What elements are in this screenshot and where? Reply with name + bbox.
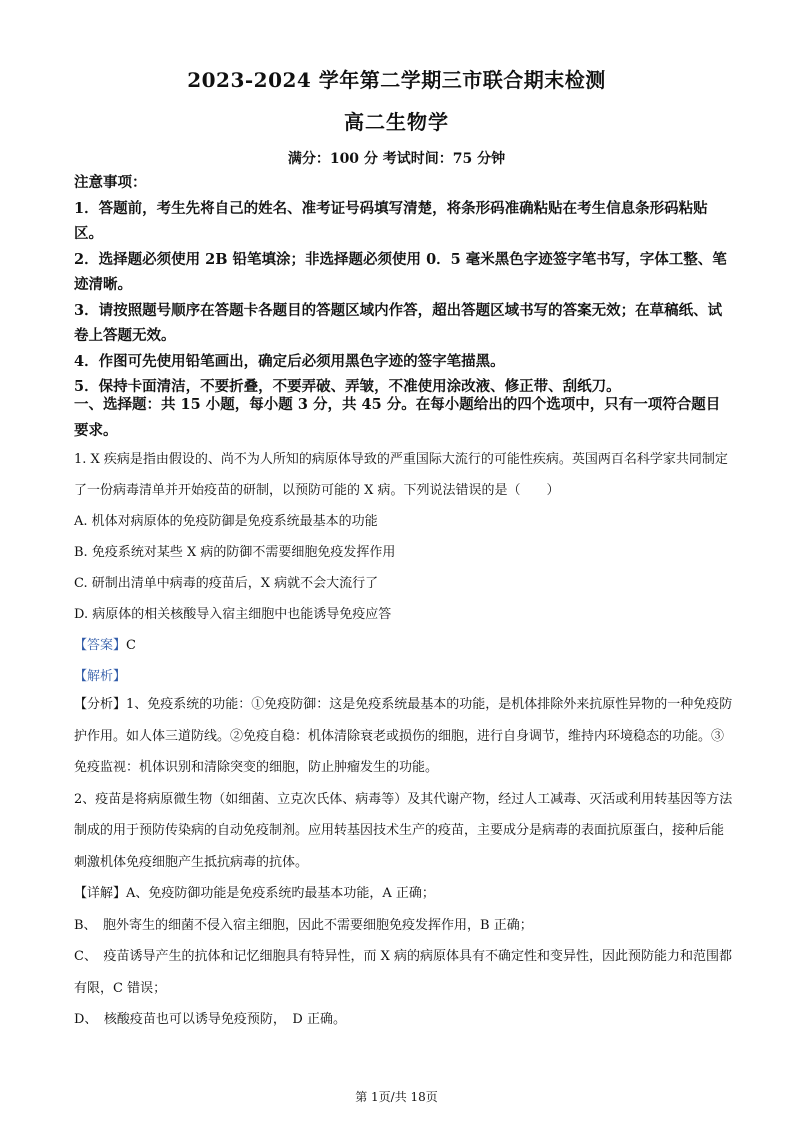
answer-line	[74, 630, 734, 661]
section-heading: 一、选择题：共 15 小题，每小题 3 分，共 45 分。在每小题给出的四个选项中，只有一项符合题目要求。	[74, 396, 721, 439]
analysis-label: 【解析】	[74, 669, 127, 684]
detail-a-text: A、免疫防御功能是免疫系统旳最基本功能，A 正确；	[126, 886, 435, 901]
note-item: 5．保持卡面清洁，不要折叠，不要弄破、弄皱，不准使用涂改液、修正带、刮纸刀。	[74, 378, 621, 395]
exam-title: 2023-2024 学年第二学期三市联合期末检测	[187, 68, 606, 92]
detail-label: 【详解】	[74, 886, 127, 901]
detail-d: D、 核酸疫苗也可以诱导免疫预防， D 正确。	[74, 1012, 346, 1027]
option-c: C. 研制出清单中病毒的疫苗后，X 病就不会大流行了	[74, 576, 379, 591]
option-b: B. 免疫系统对某些 X 病的防御不需要细胞免疫发挥作用	[74, 545, 396, 560]
detail-a	[74, 878, 734, 910]
analysis-section	[74, 689, 734, 1036]
detail-b: B、 胞外寄生的细菌不侵入宿主细胞，因此不需要细胞免疫发挥作用，B 正确；	[74, 917, 533, 933]
analysis-paragraph-2: 2、疫苗是将病原微生物（如细菌、立克次氏体、病毒等）及其代谢产物，经过人工减毒、灭活或利用转基因等方法制成的用于预防传染病的自动免疫制剂。应用转基因技术生产的疫苗，主要成分是病毒的表面抗原蛋白，接种后能刺激机体免疫细胞产生抵抗病毒的抗体。	[74, 791, 733, 870]
analysis-label-line	[74, 661, 734, 692]
option-a: A. 机体对病原体的免疫防御是免疫系统最基本的功能	[74, 514, 378, 529]
question-stem: 1. X 疾病是指由假设的、尚不为人所知的病原体导致的严重国际大流行的可能性疾病。英国两百名科学家共同制定了一份病毒清单并开始疫苗的研制，以预防可能的 X 病。下列说法错误的是（ ）	[74, 452, 728, 498]
exam-info: 满分：100 分 考试时间：75 分钟	[287, 151, 506, 167]
subject-title: 高二生物学	[344, 110, 449, 134]
notes-heading: 注意事项：	[74, 174, 147, 191]
option-d: D. 病原体的相关核酸导入宿主细胞中也能诱导免疫应答	[74, 607, 392, 622]
note-item: 3．请按照题号顺序在答题卡各题目的答题区域内作答，超出答题区域书写的答案无效；在草稿纸、试卷上答题无效。	[74, 301, 723, 344]
notes-section	[74, 170, 734, 400]
page-number: 第 1页/共 18页	[355, 1090, 438, 1104]
note-item: 1．答题前，考生先将自己的姓名、准考证号码填写清楚，将条形码准确粘贴在考生信息条形码粘贴区。	[74, 199, 708, 242]
answer-value: C	[126, 638, 136, 653]
analysis-paragraph-1	[74, 689, 734, 784]
detail-c: C、 疫苗诱导产生的抗体和记忆细胞具有特异性，而 X 病的病原体具有不确定性和变异性，因此预防能力和范围都有限，C 错误；	[74, 949, 732, 996]
question-1	[74, 444, 734, 692]
note-item: 4．作图可先使用铅笔画出，确定后必须用黑色字迹的签字笔描黑。	[74, 352, 505, 370]
analysis-paragraph-1-label: 【分析】	[74, 697, 127, 712]
answer-label: 【答案】	[74, 638, 127, 653]
analysis-paragraph-1-text: 1、免疫系统的功能：①免疫防御：这是免疫系统最基本的功能，是机体排除外来抗原性异物的一种免疫防护作用。如人体三道防线。②免疫自稳：机体清除衰老或损伤的细胞，进行自身调节，维持内环境稳态的功能。③免疫监视：机体识别和清除突变的细胞，防止肿瘤发生的功能。	[74, 697, 733, 775]
note-item: 2．选择题必须使用 2B 铅笔填涂；非选择题必须使用 0．5 毫米黑色字迹签字笔书写，字体工整、笔迹清晰。	[74, 250, 727, 293]
